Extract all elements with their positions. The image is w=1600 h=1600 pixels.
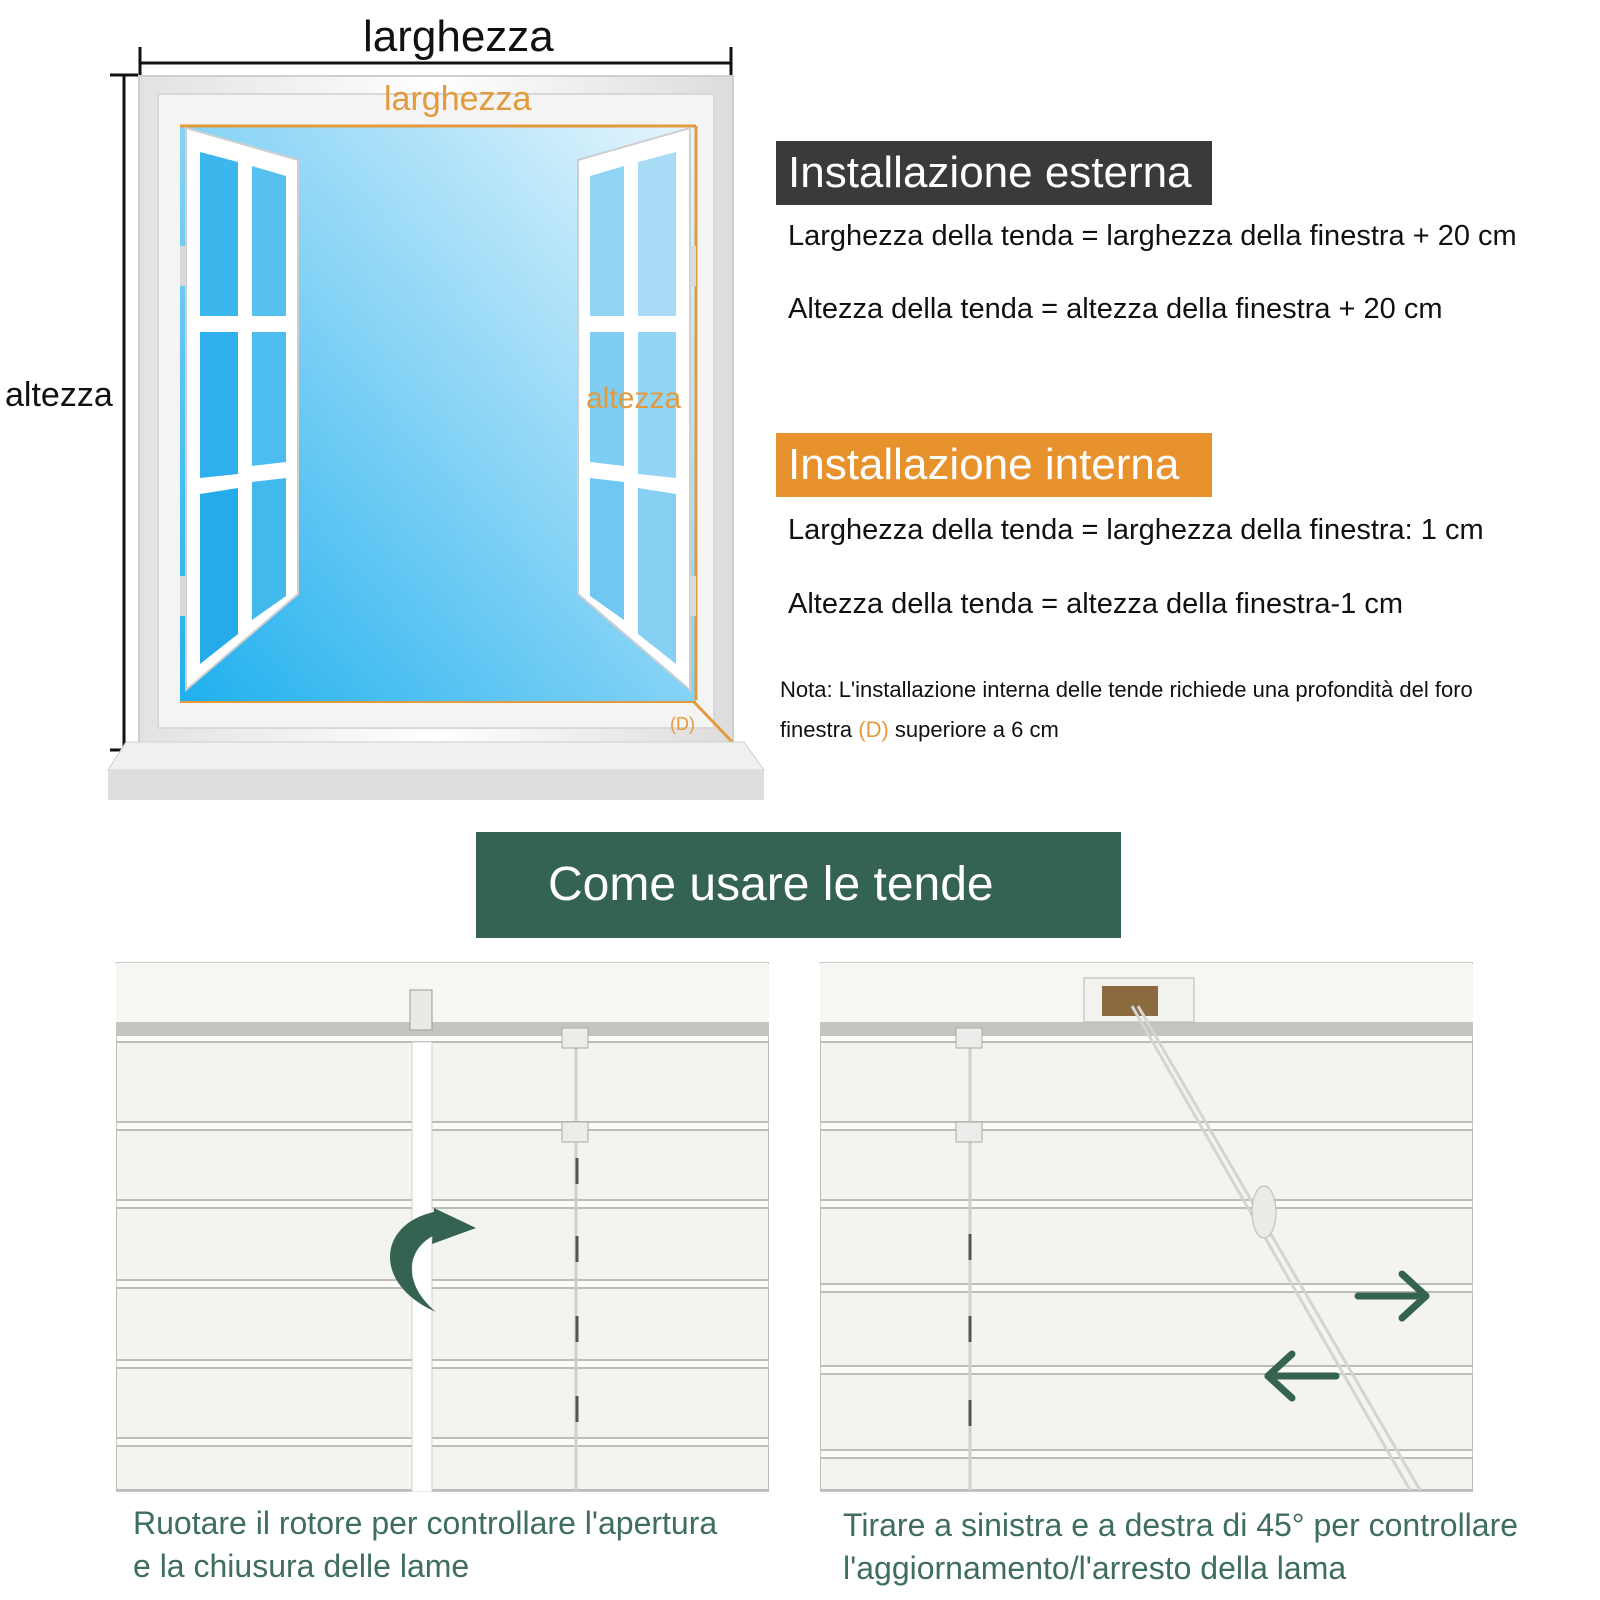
blind-pull-cord-photo [820, 962, 1473, 1492]
note-line-1: Nota: L'installazione interna delle tende richiede una profondità del foro [780, 677, 1473, 702]
internal-width-formula: Larghezza della tenda = larghezza della finestra: 1 cm [788, 514, 1484, 546]
inner-width-label: larghezza [384, 80, 532, 118]
install-note [780, 670, 1590, 750]
left-caption-line-1: Ruotare il rotore per controllare l'apertura [133, 1505, 718, 1541]
internal-height-formula: Altezza della tenda = altezza della finestra-1 cm [788, 588, 1403, 620]
rotor-wand [410, 990, 432, 1030]
outer-height-label: altezza [5, 376, 113, 414]
external-height-formula: Altezza della tenda = altezza della finestra + 20 cm [788, 293, 1443, 325]
right-caption-line-2: l'aggiornamento/l'arresto della lama [843, 1550, 1347, 1586]
usage-banner: Come usare le tende [476, 832, 1121, 938]
inner-height-label: altezza [586, 382, 682, 415]
window-sill [108, 742, 764, 770]
left-caption-line-2: e la chiusura delle lame [133, 1548, 470, 1584]
depth-label: (D) [670, 714, 695, 734]
external-width-formula: Larghezza della tenda = larghezza della finestra + 20 cm [788, 220, 1517, 252]
left-window-sash [186, 128, 298, 690]
note-line-2-prefix: finestra [780, 717, 859, 742]
outer-height-dimension [110, 75, 138, 750]
external-install-title: Installazione esterna [776, 141, 1212, 205]
outer-width-label: larghezza [363, 12, 554, 61]
blind-rotor-photo [116, 962, 769, 1492]
blind-slats [820, 1042, 1473, 1490]
note-line-2 [780, 710, 1590, 750]
note-line-2-suffix: superiore a 6 cm [888, 717, 1059, 742]
right-caption [843, 1504, 1518, 1590]
left-caption [133, 1502, 717, 1588]
note-depth-highlight: (D) [858, 717, 889, 742]
right-caption-line-1: Tirare a sinistra e a destra di 45° per controllare [843, 1507, 1519, 1543]
blind-slats [116, 1042, 769, 1490]
internal-install-title: Installazione interna [776, 433, 1212, 497]
